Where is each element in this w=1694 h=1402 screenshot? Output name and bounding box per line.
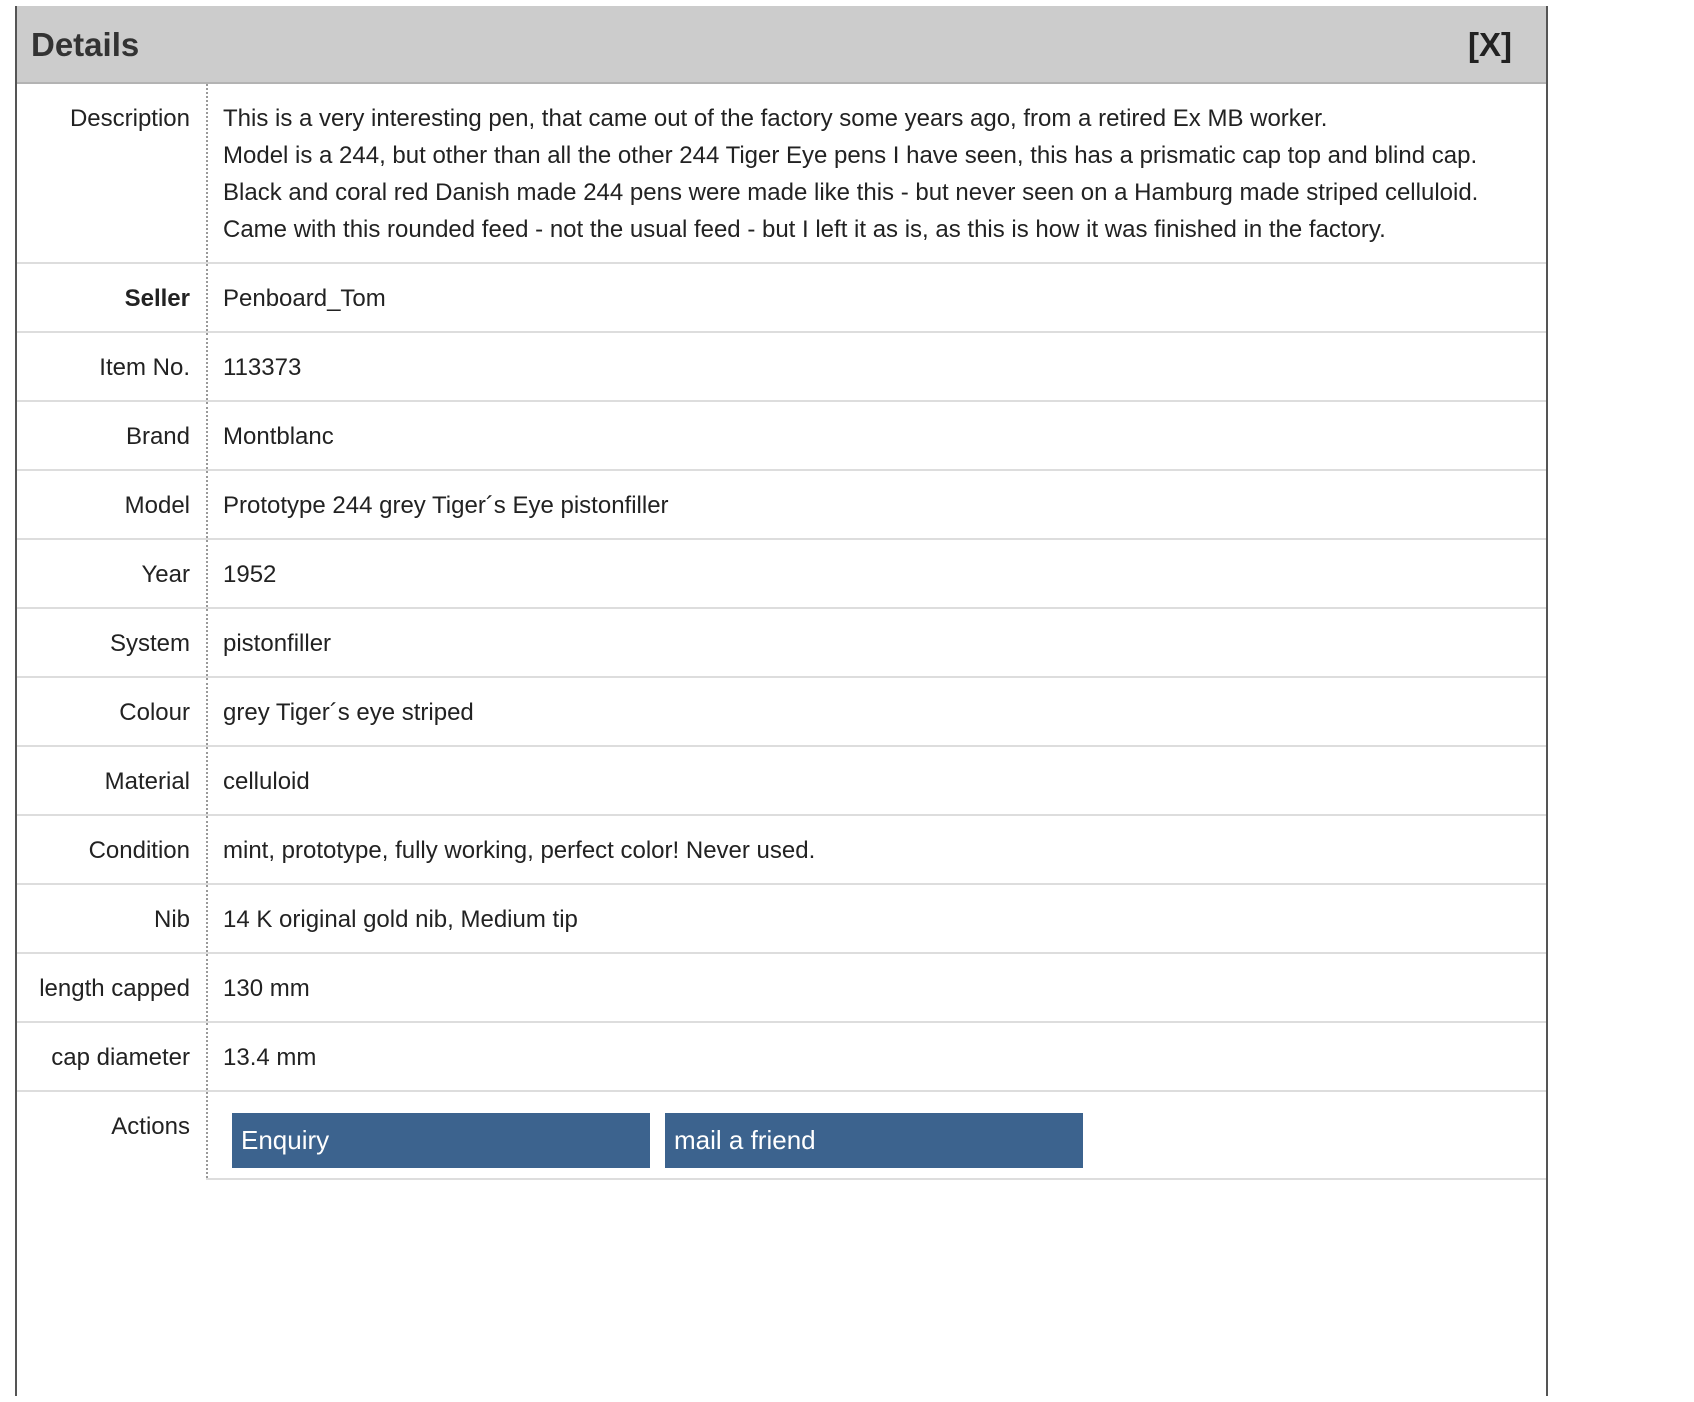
model-value: Prototype 244 grey Tiger´s Eye pistonfiller: [207, 470, 1546, 539]
description-line: Came with this rounded feed - not the usual feed - but I left it as is, as this is how it was finished in the factory.: [223, 216, 1386, 243]
row-item-no: [17, 332, 1546, 401]
row-seller: [17, 263, 1546, 332]
description-line: This is a very interesting pen, that came out of the factory some years ago, from a retired Ex MB worker.: [223, 105, 1328, 132]
row-cap-diameter: [17, 1022, 1546, 1091]
item-no-value: 113373: [207, 332, 1546, 401]
system-value: pistonfiller: [207, 608, 1546, 677]
row-actions: [17, 1091, 1546, 1179]
colour-value: grey Tiger´s eye striped: [207, 677, 1546, 746]
description-value: [207, 84, 1546, 263]
row-model: [17, 470, 1546, 539]
item-no-label: Item No.: [17, 332, 207, 401]
mail-a-friend-button[interactable]: mail a friend: [665, 1113, 1083, 1168]
cap-diameter-value: 13.4 mm: [207, 1022, 1546, 1091]
row-nib: [17, 884, 1546, 953]
year-label: Year: [17, 539, 207, 608]
actions-label: Actions: [17, 1091, 207, 1179]
nib-value: 14 K original gold nib, Medium tip: [207, 884, 1546, 953]
cap-diameter-label: cap diameter: [17, 1022, 207, 1091]
condition-value: mint, prototype, fully working, perfect color! Never used.: [207, 815, 1546, 884]
brand-value: Montblanc: [207, 401, 1546, 470]
details-table: [17, 84, 1546, 1180]
details-title: Details: [31, 26, 140, 63]
condition-label: Condition: [17, 815, 207, 884]
seller-value: Penboard_Tom: [207, 263, 1546, 332]
colour-label: Colour: [17, 677, 207, 746]
description-label: Description: [17, 84, 207, 263]
row-description: [17, 84, 1546, 263]
enquiry-button[interactable]: Enquiry: [232, 1113, 650, 1168]
description-line: Black and coral red Danish made 244 pens were made like this - but never seen on a Hamburg made striped celluloid.: [223, 179, 1479, 206]
seller-label: Seller: [17, 263, 207, 332]
material-label: Material: [17, 746, 207, 815]
length-capped-label: length capped: [17, 953, 207, 1022]
row-condition: [17, 815, 1546, 884]
row-length-capped: [17, 953, 1546, 1022]
row-year: [17, 539, 1546, 608]
year-value: 1952: [207, 539, 1546, 608]
system-label: System: [17, 608, 207, 677]
material-value: celluloid: [207, 746, 1546, 815]
close-button[interactable]: [X]: [1468, 26, 1512, 63]
brand-label: Brand: [17, 401, 207, 470]
details-panel: [15, 6, 1548, 1396]
actions-cell: [207, 1091, 1546, 1179]
model-label: Model: [17, 470, 207, 539]
length-capped-value: 130 mm: [207, 953, 1546, 1022]
description-line: Model is a 244, but other than all the other 244 Tiger Eye pens I have seen, this has a prismatic cap top and blind cap.: [223, 142, 1478, 169]
row-colour: [17, 677, 1546, 746]
row-system: [17, 608, 1546, 677]
nib-label: Nib: [17, 884, 207, 953]
row-material: [17, 746, 1546, 815]
details-header: [17, 6, 1546, 84]
row-brand: [17, 401, 1546, 470]
